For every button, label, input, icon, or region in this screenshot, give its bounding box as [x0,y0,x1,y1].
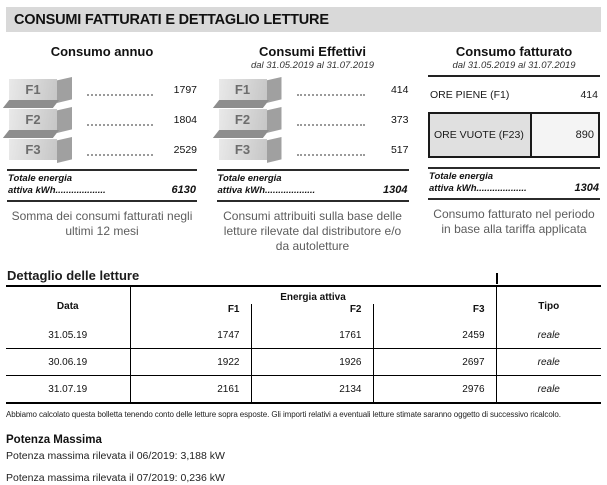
ore-vuote-label: ORE VUOTE (F23) [430,114,532,156]
panel-description: Somma dei consumi fatturati negli ultimi 12 mesi [11,208,193,239]
ore-vuote-box [428,112,600,158]
table-header-row [6,286,601,304]
panel-subtitle [7,60,197,75]
panel-title: Consumo fatturato [455,44,573,59]
readings-section [6,268,601,404]
calculation-footnote: Abbiamo calcolato questa bolletta tenendo conto delle letture sopra esposte. Gli importi relativi a eventuali letture stimate saranno oggetto di successivo ricalcolo. [6,409,561,419]
potenza-massima-section [6,434,601,484]
total-value: 1304 [383,183,408,196]
table-row [6,349,601,376]
dotted-leader [87,94,153,96]
bar-value: 1804 [173,113,197,126]
bar-value: 373 [390,113,409,126]
bar-3d-side [267,137,282,163]
cell-f3: 2697 [373,349,496,376]
dotted-leader [87,124,153,126]
total-label: Totale energia attiva kWh................... [429,171,527,194]
panel-consumo-annuo [7,44,197,255]
bar-row-f1 [7,79,197,100]
f1-bar-icon [217,79,285,100]
dotted-leader [297,154,365,156]
col-header-data: Data [6,286,130,322]
ore-piene-row [428,89,600,101]
f3-bar-icon [217,139,285,160]
table-row [6,376,601,403]
cell-f3: 2459 [373,322,496,349]
bar-value: 517 [390,143,409,156]
bar-label: F3 [25,142,41,157]
dotted-leader [297,124,365,126]
cell-f2: 1926 [251,349,373,376]
total-value: 1304 [574,181,599,194]
tipo-column-tick [496,273,498,284]
col-header-f2: F2 [251,304,373,322]
bar-row-f3 [7,139,197,160]
potenza-line-july: Potenza massima rilevata il 07/2019: 0,236 kW [6,471,225,484]
panel-subtitle: dal 31.05.2019 al 31.07.2019 [428,60,600,77]
dotted-leader [297,94,365,96]
cell-f2: 1761 [251,322,373,349]
panel-subtitle: dal 31.05.2019 al 31.07.2019 [250,60,375,71]
f2-bar-icon [217,109,285,130]
total-row [7,169,197,202]
cell-date: 30.06.19 [6,349,130,376]
readings-table [6,285,601,404]
ore-piene-value: 414 [580,89,598,101]
table-row [6,322,601,349]
panel-consumi-effettivi [217,44,409,255]
bar-row-f3 [217,139,409,160]
cell-tipo: reale [537,329,560,341]
bar-chart [217,79,409,160]
bar-label: F3 [234,142,251,157]
section-title-bar [6,7,601,32]
bar-label: F1 [234,82,251,97]
bar-value: 414 [390,83,409,96]
total-row [217,169,409,202]
f1-bar-icon [7,79,75,100]
cell-f1: 1922 [130,349,251,376]
potenza-heading: Potenza Massima [6,433,102,446]
cell-f2: 2134 [251,376,373,403]
readings-heading: Dettaglio delle letture [7,267,140,283]
dotted-leader [87,154,153,156]
cell-tipo: reale [496,376,601,403]
potenza-line-june: Potenza massima rilevata il 06/2019: 3,188 kW [6,449,225,462]
panel-description: Consumo fatturato nel periodo in base alla tariffa applicata [433,206,595,237]
bar-row-f2 [7,109,197,130]
total-label: Totale energia attiva kWh................... [8,173,106,196]
bar-row-f1 [217,79,409,100]
ore-vuote-value: 890 [532,114,598,156]
cell-tipo: reale [496,349,601,376]
total-row [428,167,600,200]
bar-chart [7,79,197,160]
col-header-f3: F3 [373,304,496,322]
col-header-energia-attiva: Energia attiva [130,286,496,304]
panel-description: Consumi attribuiti sulla base delle letture rilevate dal distributore e/o da autoletture [223,208,402,254]
panel-title: Consumo annuo [50,44,154,59]
panel-consumo-fatturato [428,44,600,255]
bar-value: 2529 [173,143,197,156]
ore-piene-label: ORE PIENE (F1) [430,89,510,101]
bar-label: F2 [25,112,41,127]
col-header-f1: F1 [130,304,251,322]
section-title: CONSUMI FATTURATI E DETTAGLIO LETTURE [14,11,329,28]
f2-bar-icon [7,109,75,130]
total-label: Totale energia attiva kWh................... [217,173,316,196]
bar-value: 1797 [173,83,197,96]
cell-f1: 1747 [130,322,251,349]
col-header-tipo: Tipo [538,300,560,312]
cell-date: 31.07.19 [6,376,130,403]
cell-f3: 2976 [373,376,496,403]
f3-bar-icon [7,139,75,160]
bar-label: F1 [25,82,41,97]
cell-f1: 2161 [130,376,251,403]
total-value: 6130 [171,183,196,196]
summary-columns [0,44,607,255]
panel-title: Consumi Effettivi [259,44,366,59]
bar-row-f2 [217,109,409,130]
bar-3d-side [57,137,72,163]
bar-label: F2 [234,112,251,127]
cell-date: 31.05.19 [6,322,130,349]
